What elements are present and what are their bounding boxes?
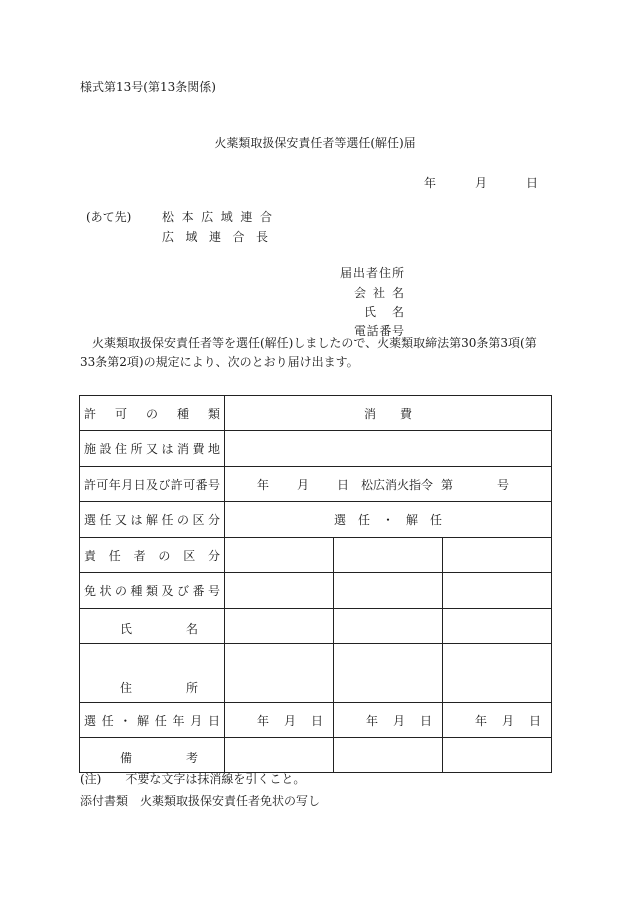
- appointment-month-1: 月: [283, 713, 296, 728]
- table-row-permit-type: [80, 396, 552, 431]
- license-cell-1[interactable]: [225, 573, 334, 609]
- table-row-permit-date: [80, 467, 552, 502]
- reporter-name-label: 氏名: [364, 305, 404, 319]
- name-label-cell: [80, 609, 225, 644]
- permit-issuer-label: 松広消火指令: [361, 477, 434, 492]
- remarks-cell-1[interactable]: [225, 738, 334, 773]
- table-row-address: [80, 644, 552, 703]
- appointment-date-1: [229, 712, 329, 729]
- permit-year-label: 年: [257, 477, 270, 492]
- appointment-date-label: 選任・解任年月日: [80, 703, 225, 738]
- date-year-label: 年: [424, 176, 437, 190]
- appointment-date-3: [447, 712, 547, 729]
- appointment-type-value[interactable]: 選 任 ・ 解 任: [225, 502, 552, 538]
- appointment-year-1: 年: [257, 713, 270, 728]
- table-row-appointment-type: [80, 502, 552, 538]
- address-cell-2[interactable]: [334, 644, 443, 703]
- permit-type-value[interactable]: 消 費: [225, 396, 552, 431]
- responsible-type-cell-2[interactable]: [334, 538, 443, 573]
- reporter-phone-label: 電話番号: [354, 324, 404, 338]
- license-cell-3[interactable]: [443, 573, 552, 609]
- appointment-day-1: 日: [310, 713, 323, 728]
- address-cell-1[interactable]: [225, 644, 334, 703]
- permit-date-field[interactable]: [225, 467, 552, 502]
- appointment-month-3: 月: [502, 713, 515, 728]
- addressee-prefix: (あて先): [86, 210, 132, 224]
- appointment-date-2: [338, 712, 438, 729]
- permit-day-label: 日: [337, 477, 350, 492]
- addressee-organization: 松本広域連合: [162, 210, 272, 224]
- appointment-day-3: 日: [529, 713, 542, 728]
- table-row-remarks: [80, 738, 552, 773]
- remarks-label: 備考: [120, 751, 198, 765]
- appointment-day-2: 日: [419, 713, 432, 728]
- table-row-responsible-type: [80, 538, 552, 573]
- facility-address-field[interactable]: [225, 431, 552, 467]
- remarks-cell-2[interactable]: [334, 738, 443, 773]
- license-label: 免状の種類及び番号: [80, 573, 225, 609]
- addressee-title-row: [162, 230, 268, 244]
- form-number: 様式第13号(第13条関係): [80, 80, 216, 94]
- appointment-type-label: 選任又は解任の区分: [80, 502, 225, 538]
- responsible-type-label: 責任者の区分: [80, 538, 225, 573]
- permit-type-label: 許可の種類: [80, 396, 225, 431]
- date-day-label: 日: [525, 176, 538, 190]
- address-label-cell: [80, 644, 225, 703]
- notification-table: [79, 395, 552, 773]
- addressee-title: 広域連合長: [162, 230, 268, 244]
- document-title: 火薬類取扱保安責任者等選任(解任)届: [214, 136, 416, 150]
- appointment-date-cell-1[interactable]: [225, 703, 334, 738]
- remarks-label-cell: [80, 738, 225, 773]
- table-row-facility-address: [80, 431, 552, 467]
- table-row-license: [80, 573, 552, 609]
- license-cell-2[interactable]: [334, 573, 443, 609]
- appointment-date-cell-3[interactable]: [443, 703, 552, 738]
- appointment-year-3: 年: [475, 713, 488, 728]
- permit-number-prefix: 第: [441, 477, 454, 492]
- remarks-cell-3[interactable]: [443, 738, 552, 773]
- name-cell-2[interactable]: [334, 609, 443, 644]
- permit-date-label: 許可年月日及び許可番号: [80, 467, 225, 502]
- reporter-company-label: 会社名: [354, 286, 404, 300]
- addressee: [86, 210, 272, 224]
- date-month-label: 月: [474, 176, 487, 190]
- address-label: 住所: [120, 681, 198, 695]
- table-row-name: [80, 609, 552, 644]
- appointment-year-2: 年: [366, 713, 379, 728]
- attachment-note: 添付書類 火薬類取扱保安責任者免状の写し: [80, 794, 321, 808]
- date-line: [424, 176, 538, 190]
- permit-number-suffix: 号: [497, 477, 510, 492]
- reporter-address-label: 届出者住所: [340, 266, 404, 280]
- appointment-month-2: 月: [392, 713, 405, 728]
- appointment-date-cell-2[interactable]: [334, 703, 443, 738]
- name-cell-3[interactable]: [443, 609, 552, 644]
- name-label: 氏名: [120, 622, 198, 636]
- responsible-type-cell-1[interactable]: [225, 538, 334, 573]
- name-cell-1[interactable]: [225, 609, 334, 644]
- permit-month-label: 月: [297, 477, 310, 492]
- table-row-appointment-date: [80, 703, 552, 738]
- address-cell-3[interactable]: [443, 644, 552, 703]
- note: (注) 不要な文字は抹消線を引くこと。: [80, 772, 306, 786]
- responsible-type-cell-3[interactable]: [443, 538, 552, 573]
- facility-address-label: 施設住所又は消費地: [80, 431, 225, 467]
- body-text: 火薬類取扱保安責任者等を選任(解任)しましたので、火薬類取締法第30条第3項(第33条第2項)の規定により、次のとおり届け出ます。: [80, 336, 537, 369]
